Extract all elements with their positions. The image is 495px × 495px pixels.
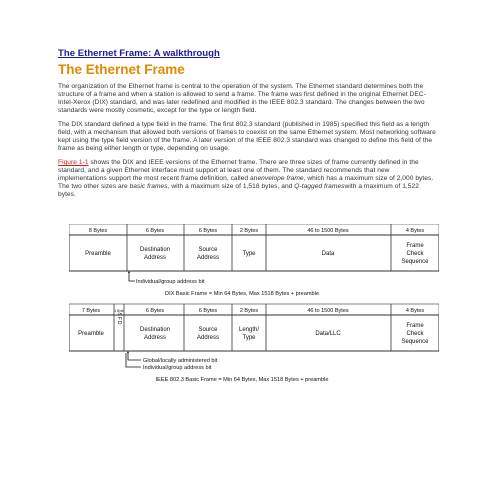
- page-title: The Ethernet Frame: [58, 62, 185, 77]
- ieee-size-sfd: 1 Byte: [114, 309, 124, 313]
- p3-basic: basic frames: [129, 183, 168, 190]
- ieee-field-dest-1: Destination: [139, 327, 171, 333]
- ieee-field-src-2: Address: [196, 335, 220, 341]
- dix-field-src-2: Address: [196, 255, 220, 261]
- ethernet-frame-figure: [69, 224, 439, 384]
- document-body: [58, 48, 438, 205]
- ieee-size-dest: 6 Bytes: [145, 308, 165, 314]
- dix-field-data: Data: [321, 251, 335, 257]
- dix-field-preamble: Preamble: [85, 251, 111, 257]
- p3-text-b: , which has a maximum size of 2,000 bytes. The two other sizes are: [58, 175, 434, 190]
- ieee-size-length: 2 Bytes: [239, 308, 259, 314]
- figure-link[interactable]: Figure 1-1: [58, 159, 89, 166]
- paragraph-3: [58, 159, 438, 199]
- ieee-caption: IEEE 802.3 Basic Frame = Min 64 Bytes, Max 1518 Bytes + preamble: [155, 377, 329, 383]
- ieee-field-sfd: SFD: [116, 312, 122, 326]
- ieee-field-fcs-3: Sequence: [401, 339, 429, 345]
- p3-qtag: Q-tagged frames: [294, 183, 345, 190]
- p3-text-c: , with a maximum size of 1,518 bytes, and: [167, 183, 295, 190]
- dix-note-ig: Individual/group address bit: [136, 279, 205, 285]
- ieee-field-src-1: Source: [198, 327, 218, 333]
- dix-size-src: 6 Bytes: [198, 228, 218, 234]
- paragraph-1: The organization of the Ethernet frame is central to the operation of the system. The Ethernet standard determines both the structure of a frame and when a station is allowed to send a frame. The frame was first defined in the original Ethernet DEC-Intel-Xerox (DIX) standard, and was later redefined and modified in the IEEE 802.3 standard. The changes between the two standards were mostly cosmetic, except for the type or length field.: [58, 83, 426, 114]
- dix-size-type: 2 Bytes: [239, 228, 259, 234]
- dix-size-fcs: 4 Bytes: [405, 228, 425, 234]
- paragraph-2: The DIX standard defined a type field in the frame. The first 802.3 standard (published in 1985) specified this field as a length field, with a mechanism that allowed both versions of frames to coexist on the same Ethernet system. Most networking software kept using the type field version of the frame. A later version of the IEEE 802.3 standard was changed to define this field of the frame as being either length or type, depending on usage.: [58, 121, 436, 152]
- dix-field-fcs-2: Check: [406, 251, 424, 257]
- p3-text-a: shows the DIX and IEEE versions of the Ethernet frame. There are three sizes of frame currently defined in the standard, and a given Ethernet interface must support at least one of them. The standard recommends that new implementations support the most recent frame definition, called an: [58, 159, 419, 182]
- dix-caption: DIX Basic Frame = Min 64 Bytes, Max 1518 Bytes + preamble: [165, 291, 319, 297]
- dix-field-type: Type: [242, 251, 256, 257]
- walkthrough-link[interactable]: The Ethernet Frame: A walkthrough: [58, 48, 220, 59]
- ieee-note-gl: Global/locally administered bit: [143, 358, 218, 364]
- dix-frame: [69, 224, 439, 297]
- p3-text-d: with a maximum of 1,522 bytes.: [58, 183, 419, 198]
- ieee-field-length-2: Type: [242, 335, 256, 341]
- p3-envelope: envelope frame: [257, 175, 304, 182]
- ieee-field-length-1: Length/: [238, 327, 260, 333]
- dix-field-dest-2: Address: [143, 255, 167, 261]
- dix-field-fcs-3: Sequence: [401, 259, 429, 265]
- dix-size-preamble: 8 Bytes: [88, 228, 108, 234]
- ieee-frame: [69, 304, 439, 383]
- ieee-field-dest-2: Address: [143, 335, 167, 341]
- ieee-size-src: 6 Bytes: [198, 308, 218, 314]
- dix-field-fcs-1: Frame: [406, 243, 424, 249]
- ieee-field-fcs-2: Check: [406, 331, 424, 337]
- ieee-field-preamble: Preamble: [78, 331, 104, 337]
- dix-field-src-1: Source: [198, 247, 218, 253]
- dix-size-dest: 6 Bytes: [145, 228, 165, 234]
- ieee-field-fcs-1: Frame: [406, 323, 424, 329]
- ieee-size-preamble: 7 Bytes: [81, 308, 101, 314]
- ieee-field-data: Data/LLC: [315, 331, 341, 337]
- ieee-size-data: 46 to 1500 Bytes: [307, 308, 349, 314]
- dix-arrow-ig: [129, 273, 135, 281]
- dix-size-data: 46 to 1500 Bytes: [307, 228, 349, 234]
- ieee-arrow-gl: [128, 353, 141, 360]
- dix-field-dest-1: Destination: [139, 247, 171, 253]
- ieee-note-ig: Individual/group address bit: [143, 365, 212, 371]
- ieee-size-fcs: 4 Bytes: [405, 308, 425, 314]
